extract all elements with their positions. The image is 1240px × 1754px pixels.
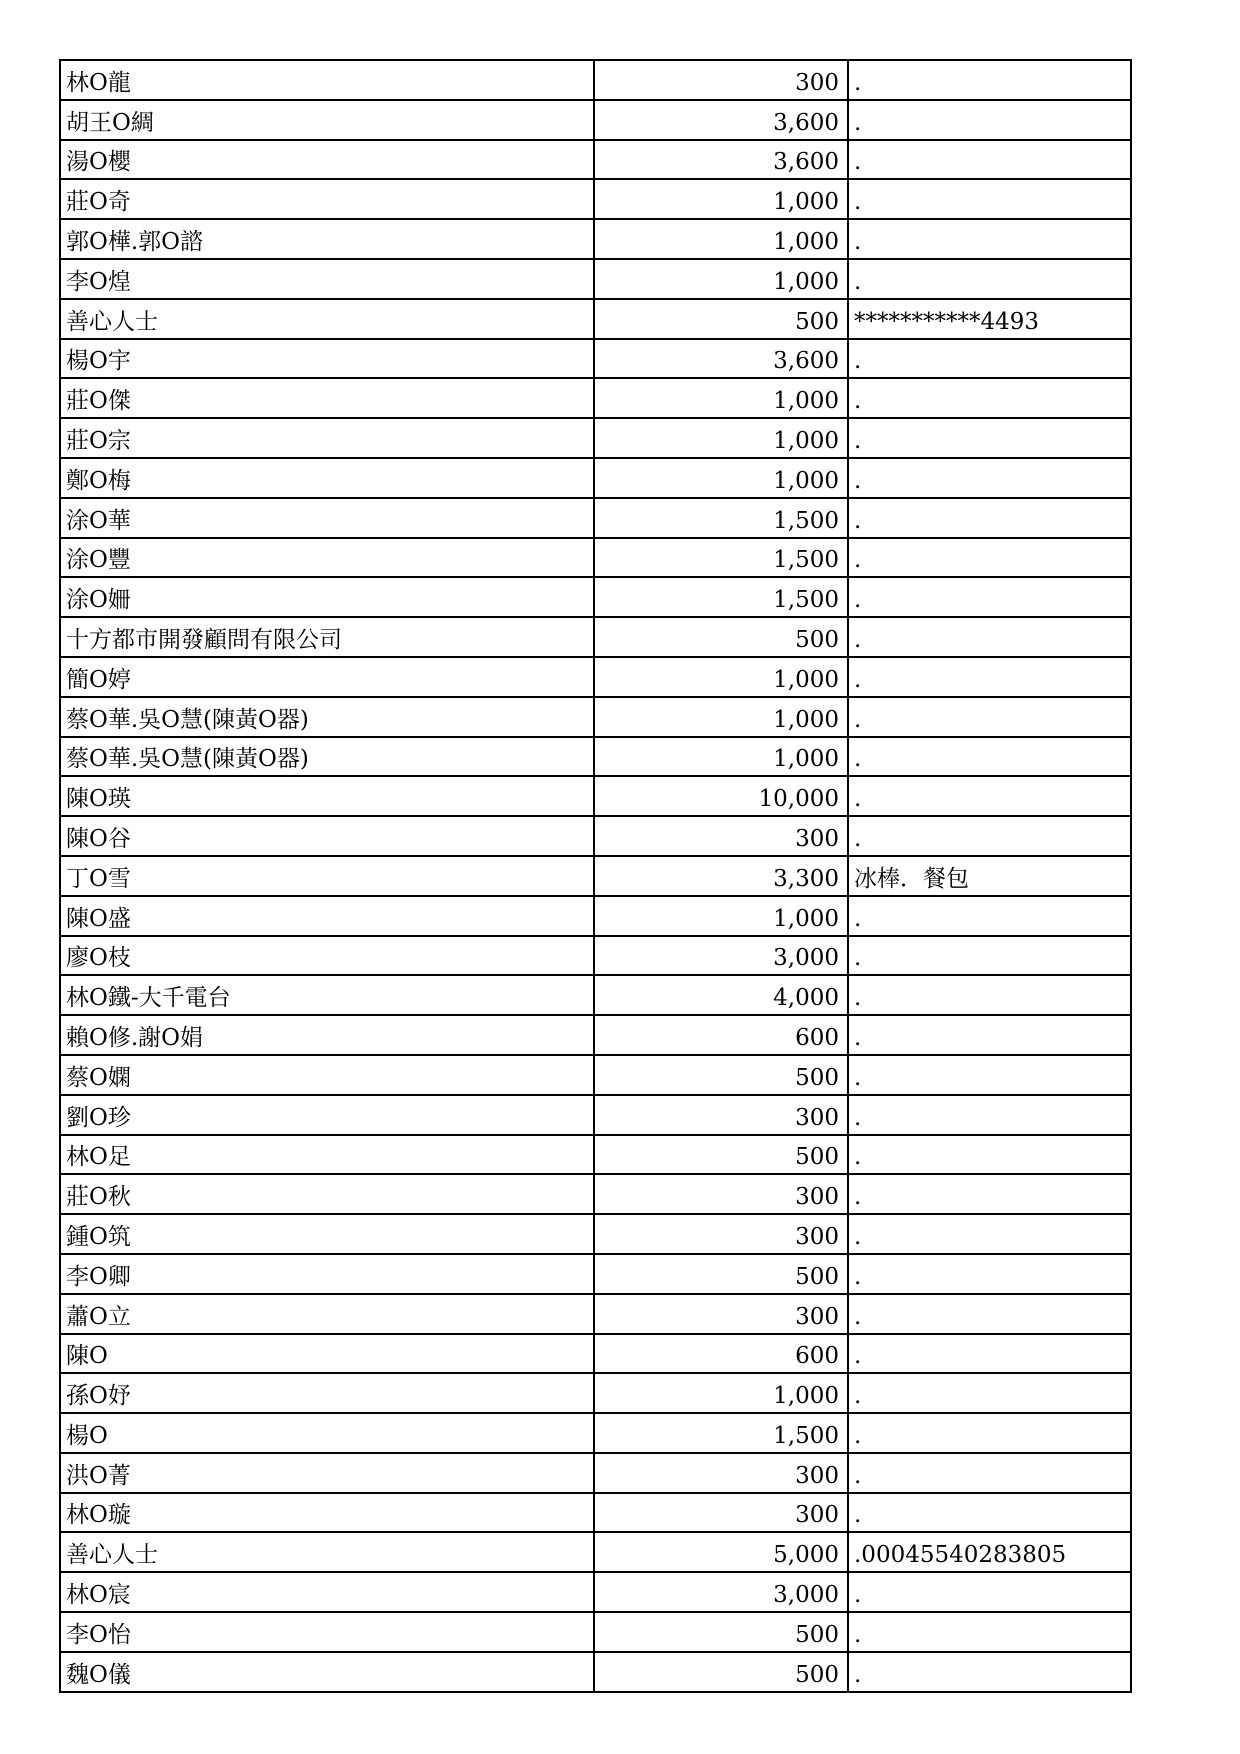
table-row xyxy=(60,1334,1131,1374)
donor-name-cell: 莊O宗 xyxy=(60,418,594,458)
donation-amount-cell: 500 xyxy=(594,1055,848,1095)
table-row xyxy=(60,1413,1131,1453)
donation-note-cell: . xyxy=(848,1373,1131,1413)
donation-note-cell: . xyxy=(848,1254,1131,1294)
table-row xyxy=(60,1174,1131,1214)
donor-name-cell: 鄭O梅 xyxy=(60,458,594,498)
donation-amount-cell: 300 xyxy=(594,1214,848,1254)
donation-amount-cell: 10,000 xyxy=(594,776,848,816)
table-row xyxy=(60,179,1131,219)
table-row xyxy=(60,975,1131,1015)
donor-name-cell: 蔡O嫻 xyxy=(60,1055,594,1095)
table-row xyxy=(60,1015,1131,1055)
table-row xyxy=(60,299,1131,339)
donation-amount-cell: 500 xyxy=(594,1652,848,1692)
table-row xyxy=(60,378,1131,418)
table-row xyxy=(60,1652,1131,1692)
donation-note-cell: . xyxy=(848,1055,1131,1095)
donation-note-cell: . xyxy=(848,498,1131,538)
donation-table xyxy=(59,59,1132,1693)
donation-note-cell: .00045540283805 xyxy=(848,1532,1131,1572)
donor-name-cell: 林O龍 xyxy=(60,60,594,100)
table-row xyxy=(60,100,1131,140)
donor-name-cell: 孫O妤 xyxy=(60,1373,594,1413)
donation-amount-cell: 1,000 xyxy=(594,259,848,299)
donation-amount-cell: 500 xyxy=(594,1612,848,1652)
donation-amount-cell: 1,000 xyxy=(594,458,848,498)
donation-amount-cell: 300 xyxy=(594,60,848,100)
donation-amount-cell: 1,500 xyxy=(594,1413,848,1453)
donation-amount-cell: 300 xyxy=(594,1095,848,1135)
donation-note-cell: . xyxy=(848,936,1131,976)
table-row xyxy=(60,697,1131,737)
table-row xyxy=(60,1572,1131,1612)
donation-amount-cell: 3,300 xyxy=(594,856,848,896)
donation-amount-cell: 300 xyxy=(594,816,848,856)
donor-name-cell: 蔡O華.吳O慧(陳黃O器) xyxy=(60,697,594,737)
donor-name-cell: 莊O傑 xyxy=(60,378,594,418)
donation-amount-cell: 500 xyxy=(594,1254,848,1294)
donor-name-cell: 林O足 xyxy=(60,1135,594,1175)
donation-amount-cell: 300 xyxy=(594,1493,848,1533)
donation-note-cell: . xyxy=(848,975,1131,1015)
donation-amount-cell: 600 xyxy=(594,1015,848,1055)
donation-note-cell: . xyxy=(848,1135,1131,1175)
table-row xyxy=(60,776,1131,816)
donor-name-cell: 十方都市開發顧問有限公司 xyxy=(60,617,594,657)
donor-name-cell: 林O璇 xyxy=(60,1493,594,1533)
donation-table-body xyxy=(60,60,1131,1692)
donation-note-cell: . xyxy=(848,657,1131,697)
donation-amount-cell: 1,000 xyxy=(594,179,848,219)
donation-note-cell: . xyxy=(848,1214,1131,1254)
donation-amount-cell: 1,000 xyxy=(594,1373,848,1413)
donor-name-cell: 郭O樺.郭O諮 xyxy=(60,219,594,259)
table-row xyxy=(60,219,1131,259)
table-row xyxy=(60,936,1131,976)
donation-amount-cell: 300 xyxy=(594,1453,848,1493)
donor-name-cell: 楊O xyxy=(60,1413,594,1453)
donation-note-cell: . xyxy=(848,776,1131,816)
donor-name-cell: 丁O雪 xyxy=(60,856,594,896)
donation-note-cell: . xyxy=(848,816,1131,856)
donation-note-cell: . xyxy=(848,1015,1131,1055)
donation-note-cell: . xyxy=(848,219,1131,259)
donor-name-cell: 涂O姍 xyxy=(60,577,594,617)
donation-amount-cell: 3,600 xyxy=(594,339,848,379)
table-row xyxy=(60,339,1131,379)
donation-amount-cell: 1,000 xyxy=(594,657,848,697)
table-row xyxy=(60,1214,1131,1254)
donation-amount-cell: 1,000 xyxy=(594,697,848,737)
donor-name-cell: 陳O xyxy=(60,1334,594,1374)
donor-name-cell: 李O怡 xyxy=(60,1612,594,1652)
donation-amount-cell: 1,000 xyxy=(594,219,848,259)
donation-note-cell: . xyxy=(848,140,1131,180)
donor-name-cell: 陳O谷 xyxy=(60,816,594,856)
donation-amount-cell: 600 xyxy=(594,1334,848,1374)
donor-name-cell: 涂O華 xyxy=(60,498,594,538)
donor-name-cell: 鍾O筑 xyxy=(60,1214,594,1254)
donation-note-cell: . xyxy=(848,1453,1131,1493)
table-row xyxy=(60,856,1131,896)
donor-name-cell: 莊O秋 xyxy=(60,1174,594,1214)
donation-note-cell: . xyxy=(848,1493,1131,1533)
table-row xyxy=(60,418,1131,458)
donor-name-cell: 林O鐵-大千電台 xyxy=(60,975,594,1015)
table-row xyxy=(60,458,1131,498)
donation-amount-cell: 300 xyxy=(594,1174,848,1214)
donation-note-cell: . xyxy=(848,100,1131,140)
donor-name-cell: 涂O豐 xyxy=(60,538,594,578)
donation-note-cell: . xyxy=(848,179,1131,219)
table-row xyxy=(60,896,1131,936)
donation-note-cell: . xyxy=(848,259,1131,299)
donor-name-cell: 魏O儀 xyxy=(60,1652,594,1692)
donation-note-cell: 冰棒．餐包 xyxy=(848,856,1131,896)
donation-amount-cell: 500 xyxy=(594,617,848,657)
donor-name-cell: 胡王O綢 xyxy=(60,100,594,140)
donor-name-cell: 劉O珍 xyxy=(60,1095,594,1135)
table-row xyxy=(60,1453,1131,1493)
donor-name-cell: 陳O盛 xyxy=(60,896,594,936)
table-row xyxy=(60,657,1131,697)
table-row xyxy=(60,259,1131,299)
donor-name-cell: 蔡O華.吳O慧(陳黃O器) xyxy=(60,737,594,777)
donation-amount-cell: 3,000 xyxy=(594,1572,848,1612)
donation-note-cell: . xyxy=(848,1612,1131,1652)
table-row xyxy=(60,617,1131,657)
donor-name-cell: 陳O瑛 xyxy=(60,776,594,816)
table-row xyxy=(60,816,1131,856)
donor-name-cell: 李O煌 xyxy=(60,259,594,299)
donation-amount-cell: 1,000 xyxy=(594,378,848,418)
donation-note-cell: . xyxy=(848,1294,1131,1334)
table-row xyxy=(60,1254,1131,1294)
donation-note-cell: . xyxy=(848,378,1131,418)
donation-note-cell: . xyxy=(848,458,1131,498)
table-row xyxy=(60,140,1131,180)
donor-name-cell: 李O卿 xyxy=(60,1254,594,1294)
table-row xyxy=(60,577,1131,617)
donation-note-cell: . xyxy=(848,339,1131,379)
table-row xyxy=(60,1532,1131,1572)
donor-name-cell: 蕭O立 xyxy=(60,1294,594,1334)
donor-name-cell: 賴O修.謝O娟 xyxy=(60,1015,594,1055)
donor-name-cell: 林O宸 xyxy=(60,1572,594,1612)
donation-note-cell: . xyxy=(848,1652,1131,1692)
donation-note-cell: ***********4493 xyxy=(848,299,1131,339)
donation-note-cell: . xyxy=(848,1095,1131,1135)
table-row xyxy=(60,1493,1131,1533)
donor-name-cell: 簡O婷 xyxy=(60,657,594,697)
table-row xyxy=(60,1095,1131,1135)
donation-amount-cell: 3,600 xyxy=(594,100,848,140)
donation-note-cell: . xyxy=(848,896,1131,936)
donation-note-cell: . xyxy=(848,1413,1131,1453)
donation-amount-cell: 3,600 xyxy=(594,140,848,180)
table-row xyxy=(60,1055,1131,1095)
donation-note-cell: . xyxy=(848,577,1131,617)
donation-amount-cell: 1,000 xyxy=(594,896,848,936)
table-row xyxy=(60,1135,1131,1175)
donation-amount-cell: 1,000 xyxy=(594,418,848,458)
donation-amount-cell: 500 xyxy=(594,1135,848,1175)
donation-amount-cell: 5,000 xyxy=(594,1532,848,1572)
donation-amount-cell: 1,500 xyxy=(594,577,848,617)
table-row xyxy=(60,1612,1131,1652)
table-row xyxy=(60,1294,1131,1334)
donation-amount-cell: 4,000 xyxy=(594,975,848,1015)
donation-amount-cell: 1,000 xyxy=(594,737,848,777)
table-row xyxy=(60,60,1131,100)
donation-note-cell: . xyxy=(848,418,1131,458)
donation-amount-cell: 1,500 xyxy=(594,538,848,578)
donation-note-cell: . xyxy=(848,617,1131,657)
donor-name-cell: 湯O櫻 xyxy=(60,140,594,180)
donation-note-cell: . xyxy=(848,538,1131,578)
donor-name-cell: 洪O菁 xyxy=(60,1453,594,1493)
donor-name-cell: 楊O宇 xyxy=(60,339,594,379)
donation-amount-cell: 300 xyxy=(594,1294,848,1334)
donation-note-cell: . xyxy=(848,60,1131,100)
donor-name-cell: 善心人士 xyxy=(60,1532,594,1572)
donation-note-cell: . xyxy=(848,737,1131,777)
donation-note-cell: . xyxy=(848,1572,1131,1612)
donation-amount-cell: 500 xyxy=(594,299,848,339)
donation-note-cell: . xyxy=(848,1334,1131,1374)
donation-note-cell: . xyxy=(848,1174,1131,1214)
donation-note-cell: . xyxy=(848,697,1131,737)
donation-amount-cell: 3,000 xyxy=(594,936,848,976)
donor-name-cell: 廖O枝 xyxy=(60,936,594,976)
donor-name-cell: 莊O奇 xyxy=(60,179,594,219)
table-row xyxy=(60,737,1131,777)
donation-amount-cell: 1,500 xyxy=(594,498,848,538)
donor-name-cell: 善心人士 xyxy=(60,299,594,339)
table-row xyxy=(60,1373,1131,1413)
table-row xyxy=(60,538,1131,578)
table-row xyxy=(60,498,1131,538)
